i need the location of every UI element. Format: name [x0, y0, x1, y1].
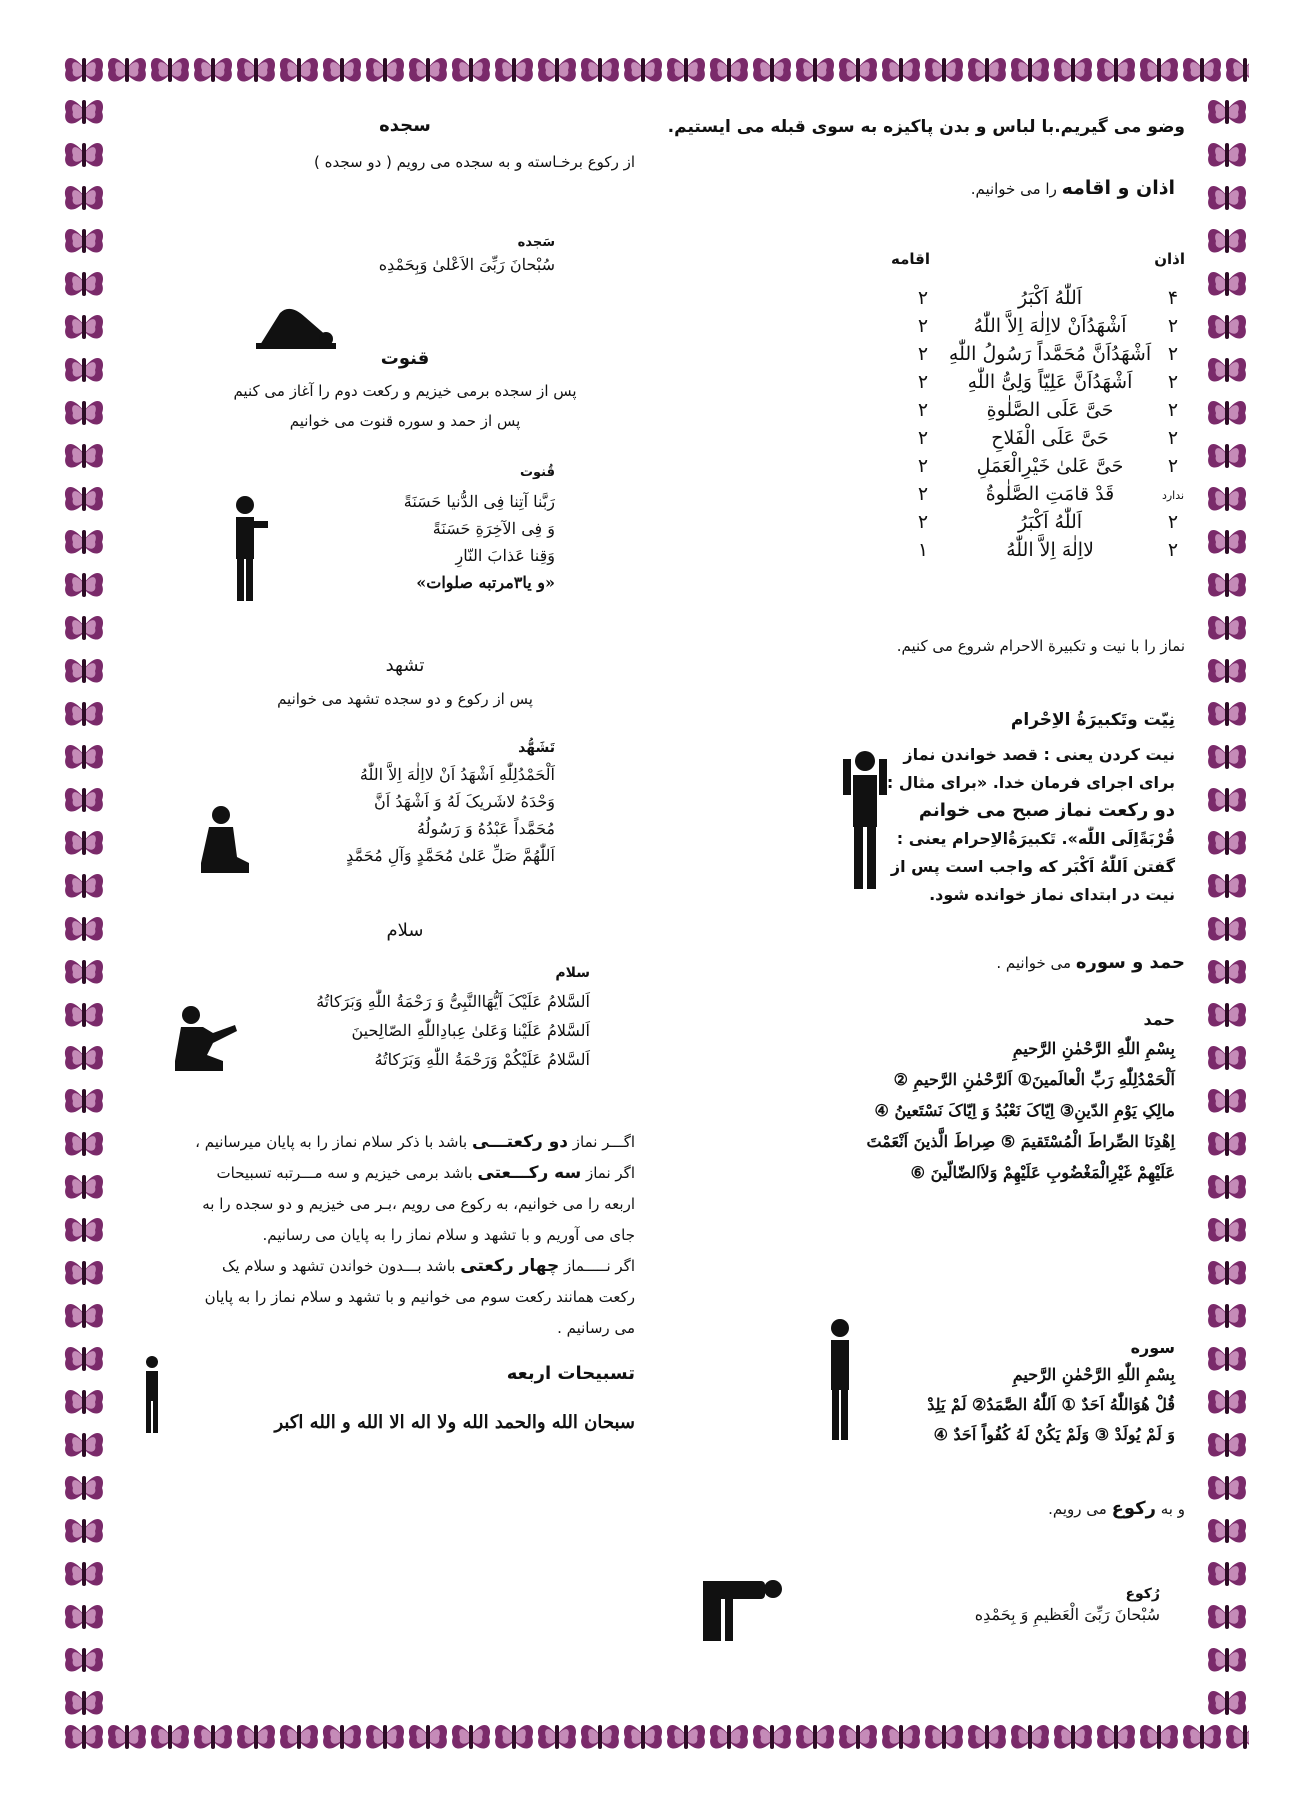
butterfly-icon	[65, 1725, 103, 1749]
butterfly-icon	[65, 1433, 103, 1457]
butterfly-icon	[323, 1725, 361, 1749]
standing-figure-small-icon	[137, 1355, 167, 1435]
salam-title: سلام	[555, 965, 590, 981]
adhan-row: ۲ حَیَّ عَلیٰ خَیْرِالْعَمَلِ ۲	[917, 455, 1179, 477]
salam-heading: سلام	[386, 920, 424, 941]
rakat-paragraph: اگـــر نماز دو رکعتـــی باشد با ذکر سلام نماز را به پایان میرسانیم ، اگر نماز سه رکـــعتی باشد برمی خیزیم و سه مـــرتبه تسبیحات اربعه را می خوانیم، به رکوع می رویم ،بـر می خیزیم و دو سجده را به جای می آوریم و با تشهد و سلام نماز را به پایان می رسانیم. اگر نـــــماز چهار رکعتی باشد بـــدون خواندن تشهد و سلام یک رکعت همانند رکعت سوم می خوانیم و با تشهد و سلام نماز را به پایان می رسانیم .	[195, 1132, 635, 1337]
butterfly-icon	[1208, 530, 1246, 554]
butterfly-icon	[65, 1390, 103, 1414]
adhan-row: ۲ اَشْهَدُاَنَّ مُحَمَّداً رَسُولُ اللّٰهِ ۲	[917, 343, 1179, 365]
butterfly-icon	[753, 1725, 791, 1749]
butterfly-icon	[710, 58, 748, 82]
butterfly-icon	[1208, 573, 1246, 597]
butterfly-icon	[1208, 1433, 1246, 1457]
butterfly-icon	[237, 58, 275, 82]
butterfly-icon	[882, 1725, 920, 1749]
butterfly-icon	[667, 58, 705, 82]
qunut-desc-2: پس از حمد و سوره قنوت می خوانیم	[289, 412, 521, 430]
butterfly-icon	[1208, 1519, 1246, 1543]
ruku-title: رُکوع	[1125, 1586, 1160, 1602]
butterfly-icon	[1208, 1046, 1246, 1070]
butterfly-icon	[624, 58, 662, 82]
butterfly-icon	[409, 1725, 447, 1749]
butterfly-icon	[1226, 58, 1249, 82]
butterfly-icon	[1183, 1725, 1221, 1749]
butterfly-icon	[1208, 1347, 1246, 1371]
butterfly-icon	[1208, 1691, 1246, 1715]
butterfly-icon	[65, 1691, 103, 1715]
butterfly-icon	[65, 960, 103, 984]
butterfly-icon	[108, 1725, 146, 1749]
butterfly-icon	[839, 58, 877, 82]
sajdah-figure-icon	[250, 295, 340, 355]
qunut-text: رَبَّنا آتِنا فِی الدُّنیا حَسَنَةً وَ فِی الآخِرَةِ حَسَنَةً وَقِنا عَذابَ النّارِ «و یا۳مرتبه صلوات»	[403, 492, 555, 592]
ruku-heading: و به رکوع می رویم.	[1048, 1498, 1185, 1519]
butterfly-icon	[1208, 1304, 1246, 1328]
butterfly-icon	[65, 616, 103, 640]
tashahhud-title: تَشَهُّد	[518, 740, 555, 756]
butterfly-icon	[65, 1003, 103, 1027]
butterfly-icon	[1208, 1175, 1246, 1199]
butterfly-icon	[65, 702, 103, 726]
adhan-row: ۴ اَللّٰهُ اَکْبَرُ ۲	[917, 287, 1179, 309]
hamd-title: حمد	[1143, 1010, 1175, 1029]
butterfly-icon	[968, 1725, 1006, 1749]
hamd-heading: حمد و سوره می خوانیم .	[996, 952, 1185, 973]
border-right	[1205, 92, 1249, 1715]
butterfly-icon	[1097, 58, 1135, 82]
butterfly-icon	[65, 1218, 103, 1242]
tasbihat-title: تسبیحات اربعه	[506, 1363, 635, 1384]
butterfly-icon	[1208, 1390, 1246, 1414]
adhan-row: ندارد قَدْ قامَتِ الصَّلٰوةُ ۲	[917, 483, 1185, 505]
butterfly-icon	[624, 1725, 662, 1749]
butterfly-icon	[1208, 1132, 1246, 1156]
butterfly-icon	[1011, 58, 1049, 82]
butterfly-icon	[1208, 444, 1246, 468]
border-top	[62, 48, 1249, 92]
salam-figure-icon	[173, 1005, 243, 1075]
butterfly-icon	[925, 1725, 963, 1749]
butterfly-icon	[1208, 659, 1246, 683]
butterfly-icon	[65, 186, 103, 210]
tashahhud-text: اَلْحَمْدُلِلّٰهِ اَشْهَدُ اَنْ لااِلٰهَ اِلاَّ اللّٰهُ وَحْدَهُ لاشَریکَ لَهُ وَ اَشْهَدُ اَنَّ مُحَمَّداً عَبْدُهُ وَ رَسُولُهُ اَللّٰهُمَّ صَلِّ عَلیٰ مُحَمَّدٍ وَآلِ مُحَمَّدٍ	[346, 765, 555, 865]
butterfly-icon	[452, 1725, 490, 1749]
standing-takbir-figure-icon	[835, 745, 895, 895]
butterfly-icon	[323, 58, 361, 82]
sajdah-title: سَجده	[517, 235, 555, 250]
butterfly-icon	[1208, 960, 1246, 984]
butterfly-icon	[65, 1175, 103, 1199]
butterfly-icon	[1208, 616, 1246, 640]
butterfly-icon	[1183, 58, 1221, 82]
qunut-heading: قنوت	[380, 348, 430, 369]
iqama-column-label: اقامه	[891, 250, 930, 268]
qunut-title: قُنوت	[519, 465, 555, 480]
butterfly-icon	[1140, 1725, 1178, 1749]
butterfly-icon	[710, 1725, 748, 1749]
butterfly-icon	[882, 58, 920, 82]
butterfly-icon	[538, 1725, 576, 1749]
butterfly-icon	[1208, 788, 1246, 812]
adhan-row: ۲ اَشْهَدُاَنَّ عَلِیّاً وَلِیُّ اللّٰهِ ۲	[917, 371, 1179, 393]
tasbihat-text: سبحان الله والحمد الله ولا اله الا الله و الله اکبر	[274, 1412, 635, 1433]
butterfly-icon	[1208, 1003, 1246, 1027]
butterfly-icon	[65, 58, 103, 82]
butterfly-icon	[65, 1089, 103, 1113]
qunut-desc-1: پس از سجده برمی خیزیم و رکعت دوم را آغاز می کنیم	[233, 382, 577, 400]
butterfly-icon	[1208, 272, 1246, 296]
ruku-text: سُبْحانَ رَبِّیَ الْعَظیمِ وَ بِحَمْدِه	[974, 1605, 1160, 1624]
tashahhud-desc: پس از رکوع و دو سجده تشهد می خوانیم	[277, 690, 533, 708]
butterfly-icon	[65, 659, 103, 683]
butterfly-icon	[538, 58, 576, 82]
butterfly-icon	[581, 58, 619, 82]
butterfly-icon	[65, 444, 103, 468]
butterfly-icon	[65, 272, 103, 296]
butterfly-icon	[667, 1725, 705, 1749]
butterfly-icon	[65, 1347, 103, 1371]
intro-text: وضو می گیریم.با لباس و بدن پاکیزه به سوی قبله می ایستیم.	[667, 117, 1185, 137]
qunut-figure-icon	[225, 495, 275, 605]
butterfly-icon	[1208, 1261, 1246, 1285]
butterfly-icon	[1208, 229, 1246, 253]
tashahhud-heading: تشهد	[385, 655, 425, 676]
butterfly-icon	[1208, 831, 1246, 855]
butterfly-icon	[65, 1132, 103, 1156]
butterfly-icon	[366, 1725, 404, 1749]
left-column	[125, 105, 645, 1705]
butterfly-icon	[1208, 186, 1246, 210]
butterfly-icon	[1208, 1218, 1246, 1242]
butterfly-icon	[65, 530, 103, 554]
butterfly-icon	[753, 58, 791, 82]
butterfly-icon	[1208, 1648, 1246, 1672]
butterfly-icon	[452, 58, 490, 82]
butterfly-icon	[1208, 702, 1246, 726]
adhan-row: ۲ اَشْهَدُاَنْ لااِلٰهَ اِلاَّ اللّٰهُ ۲	[917, 315, 1179, 337]
butterfly-icon	[1208, 1089, 1246, 1113]
butterfly-icon	[65, 229, 103, 253]
butterfly-icon	[237, 1725, 275, 1749]
content	[125, 105, 1185, 1705]
butterfly-icon	[495, 58, 533, 82]
butterfly-icon	[65, 1519, 103, 1543]
sajdah-text: سُبْحانَ رَبِّیَ الاَعْلیٰ وَبِحَمْدِه	[378, 255, 555, 274]
butterfly-icon	[65, 1304, 103, 1328]
butterfly-icon	[65, 1476, 103, 1500]
butterfly-icon	[65, 487, 103, 511]
butterfly-icon	[1208, 487, 1246, 511]
butterfly-icon	[925, 58, 963, 82]
butterfly-icon	[65, 100, 103, 124]
butterfly-icon	[151, 1725, 189, 1749]
adhan-row: ۲ اَللّٰهُ اَکْبَرُ ۲	[917, 511, 1179, 533]
butterfly-icon	[280, 58, 318, 82]
butterfly-icon	[65, 1562, 103, 1586]
butterfly-icon	[968, 58, 1006, 82]
butterfly-icon	[839, 1725, 877, 1749]
sajdah-heading: سجده	[379, 115, 431, 136]
butterfly-icon	[65, 358, 103, 382]
butterfly-icon	[1054, 1725, 1092, 1749]
butterfly-icon	[1208, 358, 1246, 382]
right-column	[667, 105, 1185, 1705]
butterfly-icon	[1011, 1725, 1049, 1749]
adhan-row: ۲ لااِلٰهَ اِلاَّ اللّٰهُ ۱	[917, 539, 1179, 561]
ruku-figure-icon	[695, 1575, 785, 1645]
butterfly-icon	[1208, 315, 1246, 339]
butterfly-icon	[280, 1725, 318, 1749]
butterfly-icon	[65, 788, 103, 812]
butterfly-icon	[194, 58, 232, 82]
butterfly-icon	[65, 745, 103, 769]
butterfly-icon	[65, 573, 103, 597]
butterfly-icon	[495, 1725, 533, 1749]
butterfly-icon	[1097, 1725, 1135, 1749]
surah-text: بِسْمِ اللّٰهِ الرَّحْمٰنِ الرَّحیمِ قُلْ هُوَاللّٰهُ اَحَدٌ ① اَللّٰهُ الصَّمَدُ② لَمْ یَلِدْ وَ لَمْ یُولَدْ ③ وَلَمْ یَکُنْ لَهُ کُفُواً اَحَدٌ ④	[927, 1365, 1175, 1444]
butterfly-icon	[1208, 1476, 1246, 1500]
butterfly-icon	[796, 1725, 834, 1749]
butterfly-icon	[1208, 874, 1246, 898]
niyyah-title: نِیّت وتَکبیرَةُ الاِحْرام	[1010, 710, 1175, 730]
butterfly-icon	[1208, 1562, 1246, 1586]
takbir-intro: نماز را با نیت و تکبیرة الاحرام شروع می کنیم.	[896, 637, 1185, 655]
hamd-text: بِسْمِ اللّٰهِ الرَّحْمٰنِ الرَّحیمِ اَلْحَمْدُلِلّٰهِ رَبِّ الْعالَمینَ① اَلرَّحْمٰنِ الرَّحیمِ ② مالِکِ یَوْمِ الدّینِ③ اِیّاکَ نَعْبُدُ وَ اِیّاکَ نَسْتَعینُ ④ اِهْدِنَا الصِّراطَ الْمُسْتَقیمَ ⑤ صِراطَ الَّذینَ اَنْعَمْتَ عَلَیْهِمْ غَیْرِالْمَغْضُوبِ عَلَیْهِمْ وَلاَالضّالّینَ ⑥	[866, 1039, 1175, 1182]
butterfly-icon	[1208, 1605, 1246, 1629]
standing-figure-icon	[820, 1318, 860, 1443]
butterfly-icon	[65, 1046, 103, 1070]
butterfly-icon	[65, 874, 103, 898]
butterfly-icon	[1208, 401, 1246, 425]
butterfly-icon	[65, 1605, 103, 1629]
butterfly-icon	[194, 1725, 232, 1749]
butterfly-icon	[151, 58, 189, 82]
butterfly-icon	[581, 1725, 619, 1749]
adhan-row: ۲ حَیَّ عَلَی الْفَلاحِ ۲	[917, 427, 1179, 449]
butterfly-icon	[1208, 143, 1246, 167]
butterfly-icon	[108, 58, 146, 82]
salam-text: اَلسَّلامُ عَلَیْکَ اَیُّهَاالنَّبِیُّ وَ رَحْمَةُ اللّٰهِ وَبَرَکاتُهُ اَلسَّلامُ عَلَیْنا وَعَلیٰ عِبادِاللّٰهِ الصّالِحینَ اَلسَّلامُ عَلَیْکُمْ وَرَحْمَةُ اللّٰهِ وَبَرَکاتُهُ	[316, 992, 590, 1069]
butterfly-icon	[366, 58, 404, 82]
butterfly-icon	[65, 315, 103, 339]
tashahhud-figure-icon	[193, 805, 253, 880]
border-bottom	[62, 1715, 1249, 1759]
butterfly-icon	[1054, 58, 1092, 82]
adhan-column-label: اذان	[1154, 250, 1185, 268]
butterfly-icon	[1140, 58, 1178, 82]
butterfly-icon	[1226, 1725, 1249, 1749]
sajdah-desc: از رکوع برخـاسته و به سجده می رویم ( دو سجده )	[313, 153, 635, 171]
butterfly-icon	[65, 831, 103, 855]
border-left	[62, 92, 106, 1715]
adhan-row: ۲ حَیَّ عَلَی الصَّلٰوةِ ۲	[917, 399, 1179, 421]
butterfly-icon	[796, 58, 834, 82]
surah-title: سوره	[1130, 1338, 1175, 1357]
butterfly-icon	[65, 401, 103, 425]
niyyah-text: نیت کردن یعنی : قصد خواندن نماز برای اجرای فرمان خدا. «برای مثال : دو رکعت نماز صبح می خوانم قُرْبَةًاِلَی اللّٰه». تَکبیرَةُالاِحرام یعنی : گفتن اَللّٰهُ اَکْبَر که واجب است پس از نیت در ابتدای نماز خوانده شود.	[886, 745, 1175, 904]
butterfly-icon	[65, 1261, 103, 1285]
butterfly-icon	[65, 1648, 103, 1672]
butterfly-icon	[65, 143, 103, 167]
butterfly-icon	[65, 917, 103, 941]
adhan-heading: اذان و اقامه را می خوانیم.	[970, 177, 1175, 199]
butterfly-icon	[1208, 100, 1246, 124]
butterfly-icon	[1208, 917, 1246, 941]
butterfly-icon	[1208, 745, 1246, 769]
butterfly-icon	[409, 58, 447, 82]
